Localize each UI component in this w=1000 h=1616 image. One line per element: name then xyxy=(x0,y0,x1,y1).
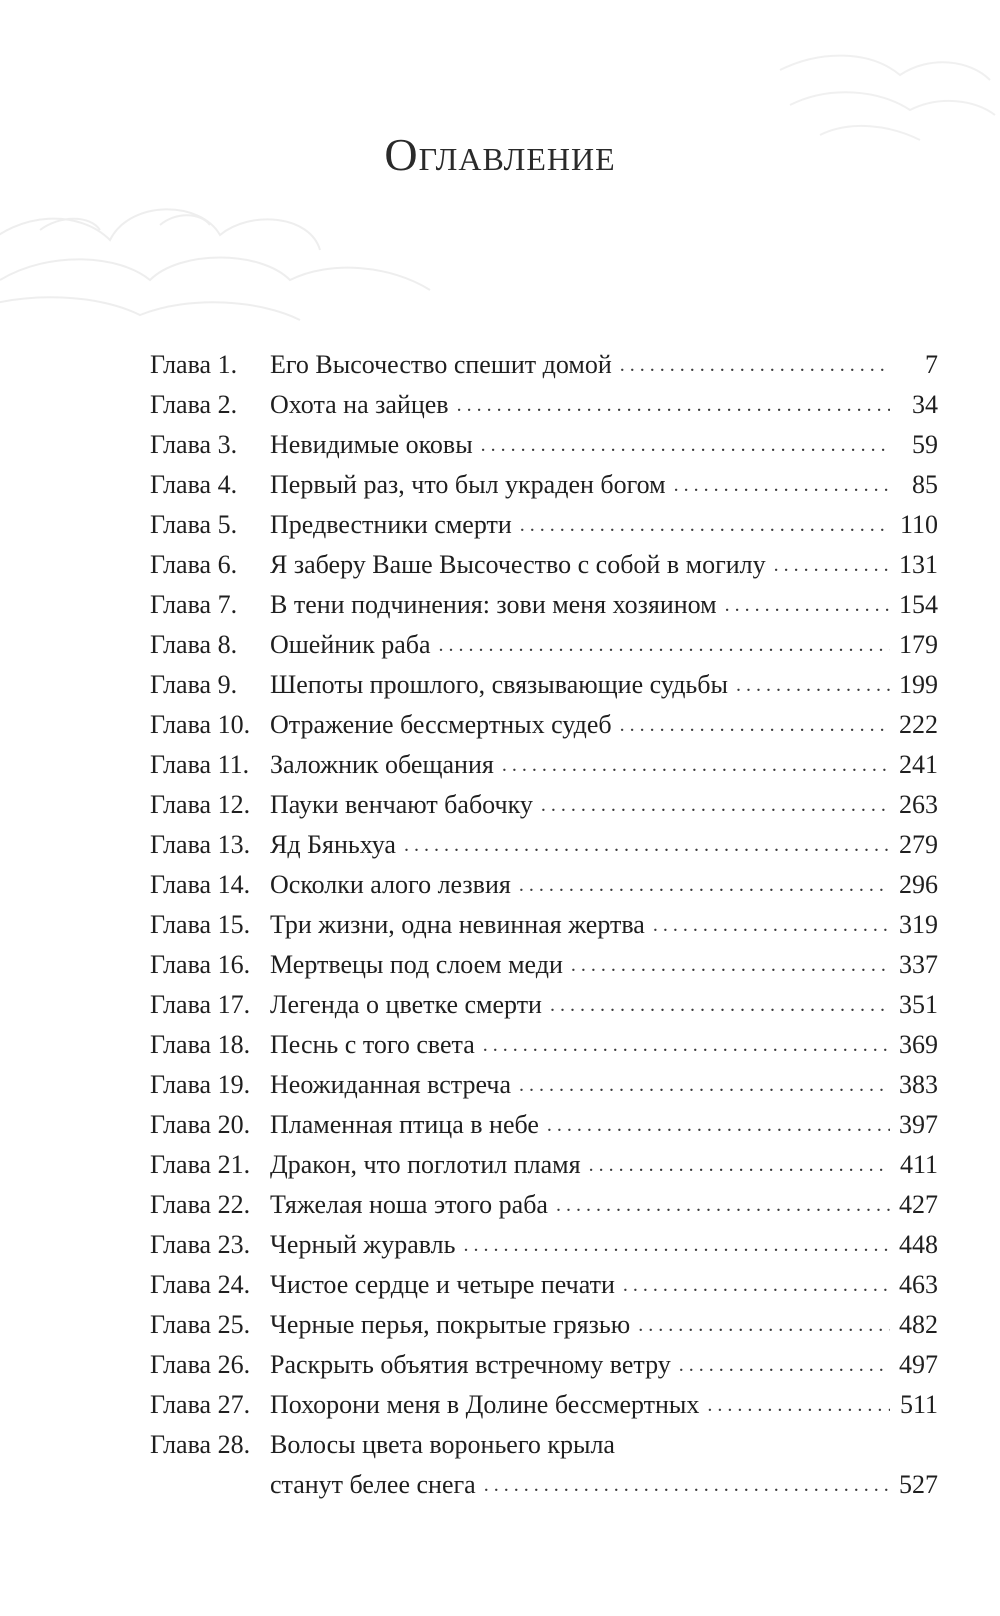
chapter-title: Невидимые оковы xyxy=(270,430,473,459)
dot-leader xyxy=(404,825,890,865)
dot-leader xyxy=(457,385,890,425)
toc-entry xyxy=(150,465,938,505)
chapter-label: Глава 1. xyxy=(150,350,238,379)
dot-leader xyxy=(589,1145,890,1185)
chapter-label: Глава 21. xyxy=(150,1150,251,1179)
chapter-title: Отражение бессмертных судеб xyxy=(270,710,612,739)
chapter-label: Глава 24. xyxy=(150,1270,251,1299)
chapter-label: Глава 14. xyxy=(150,870,251,899)
page-number: 369 xyxy=(899,1030,938,1059)
page-number: 110 xyxy=(899,510,938,539)
chapter-title: Охота на зайцев xyxy=(270,390,449,419)
chapter-title: Неожиданная встреча xyxy=(270,1070,511,1099)
dot-leader xyxy=(679,1345,890,1385)
toc-entry xyxy=(150,1065,938,1105)
dot-leader xyxy=(725,585,890,625)
chapter-title: Пауки венчают бабочку xyxy=(270,790,533,819)
toc-entry xyxy=(150,1345,938,1385)
chapter-title: Черные перья, покрытые грязью xyxy=(270,1310,631,1339)
chapter-title: Легенда о цветке смерти xyxy=(270,990,542,1019)
chapter-label: Глава 8. xyxy=(150,630,238,659)
toc-entry xyxy=(150,505,938,545)
dot-leader xyxy=(674,465,890,505)
toc-entry xyxy=(150,1225,938,1265)
page-number: 351 xyxy=(899,990,938,1019)
toc-entry xyxy=(150,1105,938,1145)
chapter-label: Глава 20. xyxy=(150,1110,251,1139)
chapter-title: Чистое сердце и четыре печати xyxy=(270,1270,615,1299)
chapter-label: Глава 3. xyxy=(150,430,238,459)
page-number: 482 xyxy=(899,1310,938,1339)
toc-entry xyxy=(150,825,938,865)
toc-entry xyxy=(150,865,938,905)
page-number: 199 xyxy=(899,670,938,699)
chapter-label: Глава 9. xyxy=(150,670,238,699)
page-number: 34 xyxy=(912,390,938,419)
chapter-title: Яд Бяньхуа xyxy=(270,830,396,859)
dot-leader xyxy=(484,1465,890,1505)
dot-leader xyxy=(439,625,890,665)
dot-leader xyxy=(550,985,890,1025)
dot-leader xyxy=(707,1385,890,1425)
page-number: 411 xyxy=(899,1150,938,1179)
page-number: 131 xyxy=(899,550,938,579)
table-of-contents xyxy=(150,345,938,1505)
chapter-title-line2: станут белее снега xyxy=(270,1470,476,1499)
dot-leader xyxy=(620,345,890,385)
page-number: 7 xyxy=(925,350,938,379)
toc-entry xyxy=(150,425,938,465)
page-number: 85 xyxy=(912,470,938,499)
chapter-title: В тени подчинения: зови меня хозяином xyxy=(270,590,717,619)
toc-entry xyxy=(150,905,938,945)
toc-entry xyxy=(150,745,938,785)
dot-leader xyxy=(638,1305,890,1345)
toc-entry xyxy=(150,385,938,425)
page-number: 319 xyxy=(899,910,938,939)
toc-entry xyxy=(150,1145,938,1185)
chapter-title: Первый раз, что был украден богом xyxy=(270,470,666,499)
chapter-label: Глава 27. xyxy=(150,1390,251,1419)
page-number: 263 xyxy=(899,790,938,819)
page-number: 383 xyxy=(899,1070,938,1099)
chapter-label: Глава 16. xyxy=(150,950,251,979)
page-number: 527 xyxy=(899,1470,938,1499)
toc-entry xyxy=(150,1185,938,1225)
toc-entry xyxy=(150,545,938,585)
page-number: 463 xyxy=(899,1270,938,1299)
chapter-label: Глава 19. xyxy=(150,1070,251,1099)
toc-entry-multiline xyxy=(150,1425,938,1465)
chapter-label: Глава 28. xyxy=(150,1430,251,1459)
page-number: 427 xyxy=(899,1190,938,1219)
chapter-title: Тяжелая ноша этого раба xyxy=(270,1190,548,1219)
chapter-label: Глава 15. xyxy=(150,910,251,939)
toc-entry xyxy=(150,945,938,985)
chapter-label: Глава 10. xyxy=(150,710,251,739)
chapter-title: Я заберу Ваше Высочество с собой в могилу xyxy=(270,550,766,579)
toc-entry xyxy=(150,585,938,625)
dot-leader xyxy=(520,505,890,545)
chapter-title: Осколки алого лезвия xyxy=(270,870,511,899)
chapter-label: Глава 17. xyxy=(150,990,251,1019)
chapter-label: Глава 18. xyxy=(150,1030,251,1059)
page-title: Оглавление xyxy=(384,129,616,180)
toc-entry xyxy=(150,1025,938,1065)
toc-entry xyxy=(150,625,938,665)
chapter-title: Ошейник раба xyxy=(270,630,431,659)
chapter-title: Похорони меня в Долине бессмертных xyxy=(270,1390,700,1419)
page-number: 59 xyxy=(912,430,938,459)
chapter-title: Песнь с того света xyxy=(270,1030,475,1059)
page-number: 448 xyxy=(899,1230,938,1259)
page-number: 241 xyxy=(899,750,938,779)
chapter-title: Черный журавль xyxy=(270,1230,456,1259)
chapter-label: Глава 5. xyxy=(150,510,238,539)
page-number: 397 xyxy=(899,1110,938,1139)
chapter-title: Дракон, что поглотил пламя xyxy=(270,1150,581,1179)
chapter-label: Глава 12. xyxy=(150,790,251,819)
toc-entry xyxy=(150,985,938,1025)
toc-entry xyxy=(150,785,938,825)
page-number: 222 xyxy=(899,710,938,739)
dot-leader xyxy=(502,745,890,785)
chapter-label: Глава 11. xyxy=(150,750,250,779)
page-number: 279 xyxy=(899,830,938,859)
chapter-label: Глава 23. xyxy=(150,1230,251,1259)
dot-leader xyxy=(519,865,890,905)
dot-leader xyxy=(774,545,890,585)
dot-leader xyxy=(653,905,890,945)
dot-leader xyxy=(547,1105,890,1145)
chapter-title: Заложник обещания xyxy=(270,750,494,779)
page-number: 296 xyxy=(899,870,938,899)
page-number: 179 xyxy=(899,630,938,659)
dot-leader xyxy=(623,1265,890,1305)
toc-entry xyxy=(150,1385,938,1425)
toc-entry xyxy=(150,1305,938,1345)
dot-leader xyxy=(464,1225,890,1265)
page-number: 511 xyxy=(899,1390,938,1419)
chapter-label: Глава 13. xyxy=(150,830,251,859)
chapter-label: Глава 2. xyxy=(150,390,238,419)
chapter-label: Глава 4. xyxy=(150,470,238,499)
toc-entry xyxy=(150,1265,938,1305)
dot-leader xyxy=(519,1065,890,1105)
chapter-label: Глава 26. xyxy=(150,1350,251,1379)
chapter-label: Глава 22. xyxy=(150,1190,251,1219)
chapter-label: Глава 25. xyxy=(150,1310,251,1339)
chapter-label: Глава 7. xyxy=(150,590,238,619)
dot-leader xyxy=(483,1025,890,1065)
page-number: 154 xyxy=(899,590,938,619)
chapter-title: Три жизни, одна невинная жертва xyxy=(270,910,645,939)
dot-leader xyxy=(481,425,890,465)
chapter-label: Глава 6. xyxy=(150,550,238,579)
chapter-title-line1: Волосы цвета вороньего крыла xyxy=(270,1430,615,1459)
chapter-title: Его Высочество спешит домой xyxy=(270,350,612,379)
dot-leader xyxy=(736,665,890,705)
page-number: 497 xyxy=(899,1350,938,1379)
dot-leader xyxy=(541,785,890,825)
toc-entry xyxy=(150,345,938,385)
dot-leader xyxy=(620,705,890,745)
chapter-title: Мертвецы под слоем меди xyxy=(270,950,563,979)
toc-entry xyxy=(150,665,938,705)
dot-leader xyxy=(556,1185,890,1225)
chapter-title: Предвестники смерти xyxy=(270,510,512,539)
chapter-title: Шепоты прошлого, связывающие судьбы xyxy=(270,670,728,699)
chapter-title: Пламенная птица в небе xyxy=(270,1110,539,1139)
page-number: 337 xyxy=(899,950,938,979)
dot-leader xyxy=(571,945,890,985)
chapter-title: Раскрыть объятия встречному ветру xyxy=(270,1350,671,1379)
toc-entry-continuation xyxy=(150,1465,938,1505)
toc-entry xyxy=(150,705,938,745)
